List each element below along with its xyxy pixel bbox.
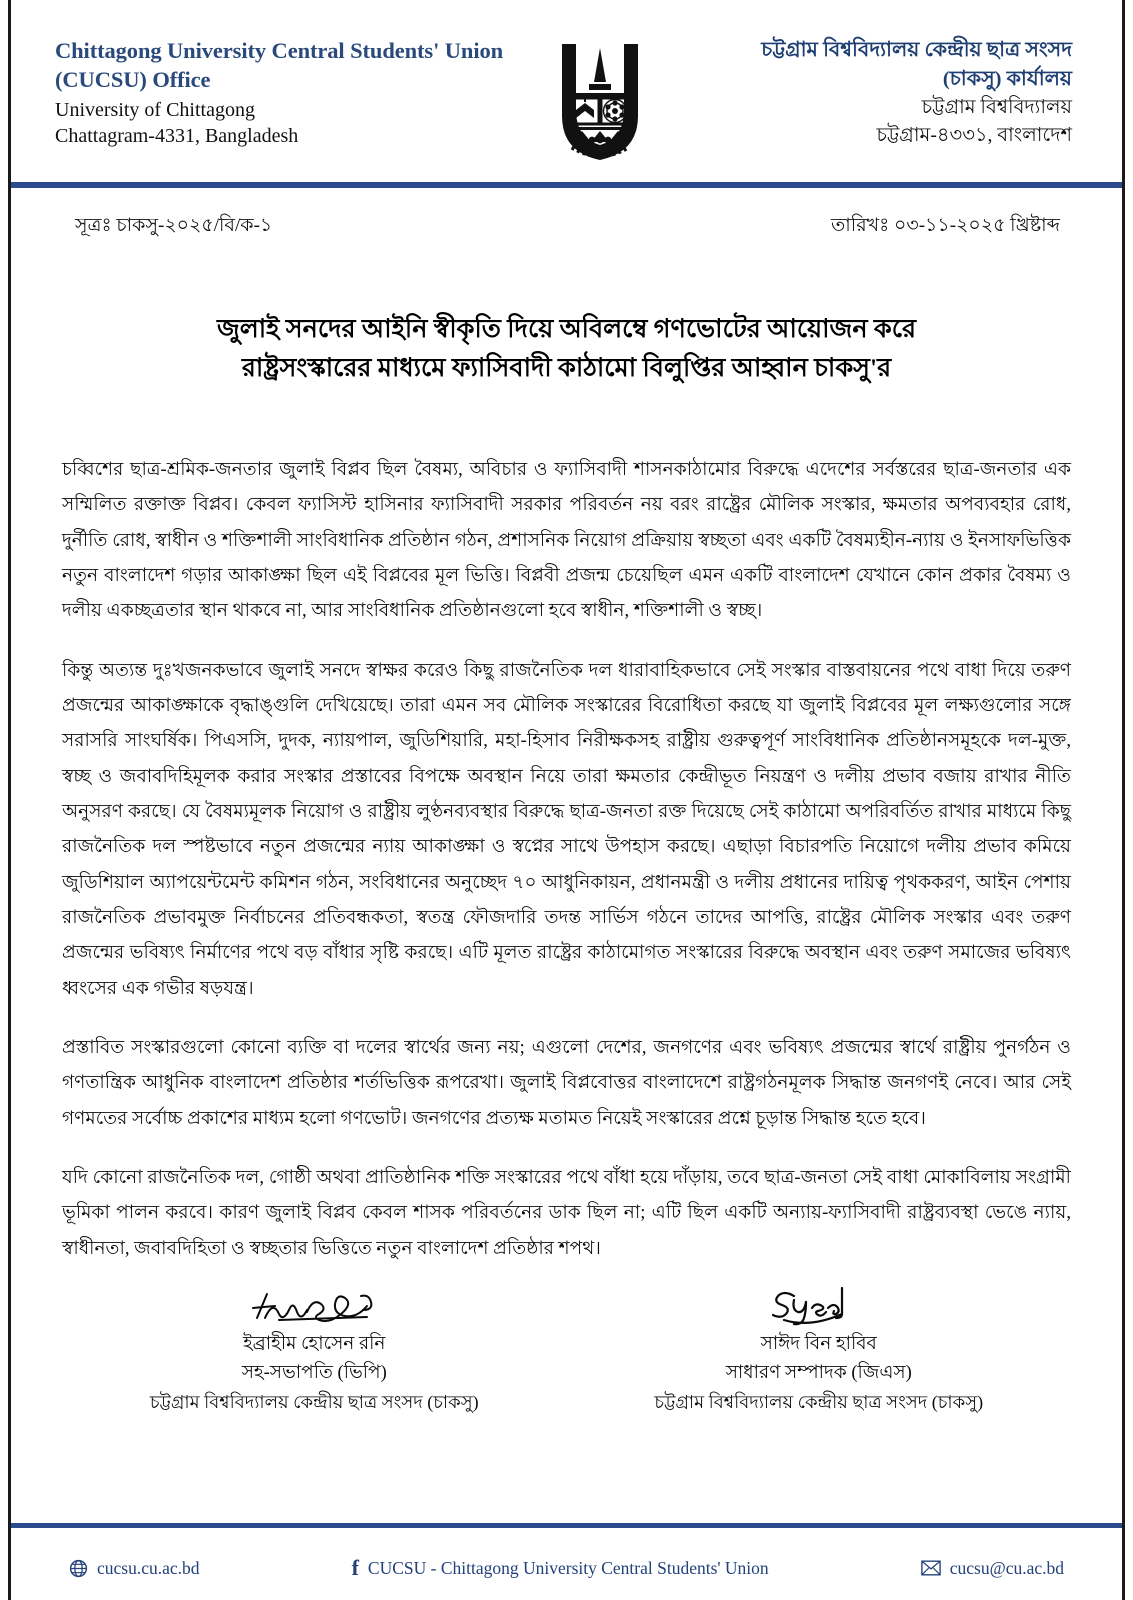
signatory-name-vp: ইব্রাহীম হোসেন রনি (243, 1334, 386, 1354)
document-body (62, 452, 1071, 1266)
org-name-english-line2: (CUCSU) Office (55, 67, 211, 93)
header-divider-rule (11, 182, 1122, 188)
document-date: তারিখঃ ০৩-১১-২০২৫ খ্রিষ্টাব্দ (831, 215, 1060, 236)
signatory-org-vp: চট্টগ্রাম বিশ্ববিদ্যালয় কেন্দ্রীয় ছাত্র সংসদ (চাকসু) (149, 1392, 479, 1413)
university-crest-logo (535, 36, 665, 166)
signature-row (62, 1282, 1071, 1417)
signatory-role-gs: সাধারণ সম্পাদক (জিএস) (725, 1363, 912, 1384)
address-english-line2: Chattagram-4331, Bangladesh (55, 125, 299, 148)
signature-block-vp (82, 1282, 546, 1417)
reference-number: সূত্রঃ চাকসু-২০২৫/বি/ক-১ (75, 215, 273, 236)
crest-icon (544, 38, 656, 166)
envelope-icon (921, 1560, 941, 1576)
footer-website-group (69, 1558, 200, 1579)
header-bangla-block (665, 36, 1082, 151)
org-name-bangla (665, 36, 1072, 94)
reference-date-row (11, 206, 1122, 248)
org-address-english (55, 97, 535, 151)
footer-website-label: cucsu.cu.ac.bd (97, 1557, 200, 1578)
body-paragraph-4: যদি কোনো রাজনৈতিক দল, গোষ্ঠী অথবা প্রাতিষ্ঠানিক শক্তি সংস্কারের পথে বাঁধা হয়ে দাঁড়ায়, তবে ছাত্র-জনতা সেই বাধা মোকাবিলায় সংগ্রামী ভূমিকা পালন করবে। কারণ জুলাই বিপ্লব কেবল শাসক পরিবর্তনের ডাক ছিল না; এটি ছিল একটি অন্যায়-ফ্যাসিবাদী রাষ্ট্রব্যবস্থা ভেঙে ন্যায়, স্বাধীনতা, জবাবদিহিতা ও স্বচ্ছতার ভিত্তিতে নতুন বাংলাদেশ প্রতিষ্ঠার শপথ। (62, 1166, 1071, 1259)
footer-email-label: cucsu@cu.ac.bd (949, 1557, 1064, 1578)
document-title (140, 310, 993, 388)
body-paragraph-2: কিন্তু অত্যন্ত দুঃখজনকভাবে জুলাই সনদে স্বাক্ষর করেও কিছু রাজনৈতিক দল ধারাবাহিকভাবে সেই সংস্কার বাস্তবায়নের পথে বাধা দিয়ে তরুণ প্রজন্মের আকাঙ্ক্ষাকে বৃদ্ধাঙ্গুলি দেখিয়েছে। তারা এমন সব মৌলিক সংস্কারের বিরোধিতা করছে যা জুলাই বিপ্লবের মূল লক্ষ্যগুলোর সঙ্গে সরাসরি সাংঘর্ষিক। পিএসসি, দুদক, ন্যায়পাল, জুডিশিয়ারি, মহা-হিসাব নিরীক্ষকসহ রাষ্ট্রীয় গুরুত্বপূর্ণ সাংবিধানিক প্রতিষ্ঠানসমূহকে দল-মুক্ত, স্বচ্ছ ও জবাবদিহিমূলক করার সংস্কার প্রস্তাবের বিপক্ষে অবস্থান নিয়ে তারা ক্ষমতার কেন্দ্রীভূত নিয়ন্ত্রণ ও দলীয় প্রভাব বজায় রাখার নীতি অনুসরণ করছে। যে বৈষম্যমূলক নিয়োগ ও রাষ্ট্রীয় লুণ্ঠনব্যবস্থার বিরুদ্ধে ছাত্র-জনতা রক্ত দিয়েছে সেই কাঠামো অপরিবর্তিত রাখার মাধ্যমে কিছু রাজনৈতিক দল স্পষ্টভাবে নতুন প্রজন্মের ন্যায় আকাঙ্ক্ষা ও স্বপ্নের সাথে উপহাস করছে। এছাড়া বিচারপতি নিয়োগে দলীয় প্রভাব কমিয়ে জুডিশিয়াল অ্যাপয়েন্টমেন্ট কমিশন গঠন, সংবিধানের অনুচ্ছেদ ৭০ আধুনিকায়ন, প্রধানমন্ত্রী ও দলীয় প্রধানের দায়িত্ব পৃথককরণ, আইন পেশায় রাজনৈতিক প্রভাবমুক্ত নির্বাচনের প্রতিবন্ধকতা, স্বতন্ত্র ফৌজদারি তদন্ত সার্ভিস গঠনে তাদের আপত্তি, রাষ্ট্রের মৌলিক সংস্কার এবং তরুণ প্রজন্মের ভবিষ্যৎ নির্মাণের পথে বড় বাঁধার সৃষ্টি করছে। এটি মূলত রাষ্ট্রের কাঠামোগত সংস্কারের বিরুদ্ধে অবস্থান এবং তরুণ সমাজের ভবিষ্যৎ ধ্বংসের এক গভীর ষড়যন্ত্র। (62, 659, 1071, 999)
signature-mark-gs (587, 1282, 1051, 1328)
letterhead-header (11, 0, 1122, 186)
signatory-name-gs: সাঈদ বিন হাবিব (760, 1334, 877, 1354)
document-title-line1: জুলাই সনদের আইনি স্বীকৃতি দিয়ে অবিলম্বে গণভোটের আয়োজন করে (216, 314, 917, 343)
letterhead-footer (11, 1543, 1122, 1593)
address-bangla-line2: চট্টগ্রাম-৪৩৩১, বাংলাদেশ (876, 125, 1072, 147)
signatory-org-gs: চট্টগ্রাম বিশ্ববিদ্যালয় কেন্দ্রীয় ছাত্র সংসদ (চাকসু) (654, 1392, 984, 1413)
org-name-english-line1: Chittagong University Central Students' Union (55, 38, 504, 63)
body-paragraph-3: প্রস্তাবিত সংস্কারগুলো কোনো ব্যক্তি বা দলের স্বার্থের জন্য নয়; এগুলো দেশের, জনগণের এবং ভবিষ্যৎ প্রজন্মের স্বার্থে রাষ্ট্রীয় পুনর্গঠন ও গণতান্ত্রিক আধুনিক বাংলাদেশ প্রতিষ্ঠার শর্তভিত্তিক রূপরেখা। জুলাই বিপ্লবোত্তর বাংলাদেশে রাষ্ট্রগঠনমূলক সিদ্ধান্ত জনগণই নেবে। আর সেই গণমতের সর্বোচ্চ প্রকাশের মাধ্যম হলো গণভোট। জনগণের প্রত্যক্ষ মতামত নিয়েই সংস্কারের প্রশ্নে চূড়ান্ত সিদ্ধান্ত হতে হবে। (62, 1036, 1071, 1129)
facebook-icon: f (351, 1555, 359, 1580)
footer-website[interactable] (69, 1558, 200, 1579)
signature-mark-vp (82, 1282, 546, 1328)
body-paragraph-1: চব্বিশের ছাত্র-শ্রমিক-জনতার জুলাই বিপ্লব ছিল বৈষম্য, অবিচার ও ফ্যাসিবাদী শাসনকাঠামোর বিরুদ্ধে এদেশের সর্বস্তরের ছাত্র-জনতার এক সম্মিলিত রক্তাক্ত বিপ্লব। কেবল ফ্যাসিস্ট হাসিনার ফ্যাসিবাদী সরকার পরিবর্তন নয় বরং রাষ্ট্রের মৌলিক সংস্কার, ক্ষমতার অপব্যবহার রোধ, দুর্নীতি রোধ, স্বাধীন ও শক্তিশালী সাংবিধানিক প্রতিষ্ঠান গঠন, প্রশাসনিক নিয়োগ প্রক্রিয়ায় স্বচ্ছতা এবং একটি বৈষম্যহীন-ন্যায় ও ইনসাফভিত্তিক নতুন বাংলাদেশ গড়ার আকাঙ্ক্ষা ছিল এই বিপ্লবের মূল ভিত্তি। বিপ্লবী প্রজন্ম চেয়েছিল এমন একটি বাংলাদেশ যেখানে কোন প্রকার বৈষম্য ও দলীয় একচ্ছত্রতার স্থান থাকবে না, আর সাংবিধানিক প্রতিষ্ঠানগুলো হবে স্বাধীন, শক্তিশালী ও স্বচ্ছ। (62, 459, 1071, 622)
org-name-english (55, 36, 535, 95)
page-right-border (1122, 0, 1125, 1600)
footer-email[interactable] (921, 1558, 1064, 1579)
footer-facebook-label: CUCSU - Chittagong University Central Students' Union (367, 1557, 769, 1578)
handwritten-signature-icon (249, 1284, 379, 1328)
org-address-bangla (665, 94, 1072, 151)
header-english-block (55, 36, 535, 150)
globe-icon (69, 1559, 88, 1578)
org-name-bangla-line1: চট্টগ্রাম বিশ্ববিদ্যালয় কেন্দ্রীয় ছাত্র সংসদ (761, 39, 1072, 61)
handwritten-signature-icon (764, 1284, 874, 1328)
signatory-role-vp: সহ-সভাপতি (ভিপি) (241, 1363, 387, 1384)
address-english-line1: University of Chittagong (55, 98, 255, 121)
footer-divider-rule (11, 1523, 1122, 1528)
org-name-bangla-line2: (চাকসু) কার্যালয় (942, 68, 1072, 91)
footer-facebook-group (200, 1557, 921, 1579)
signature-block-gs (587, 1282, 1051, 1417)
footer-email-group (921, 1558, 1064, 1579)
footer-facebook[interactable] (352, 1557, 769, 1579)
document-title-line2: রাষ্ট্রসংস্কারের মাধ্যমে ফ্যাসিবাদী কাঠামো বিলুপ্তির আহ্বান চাকসু'র (241, 352, 892, 382)
address-bangla-line1: চট্টগ্রাম বিশ্ববিদ্যালয় (921, 97, 1072, 119)
